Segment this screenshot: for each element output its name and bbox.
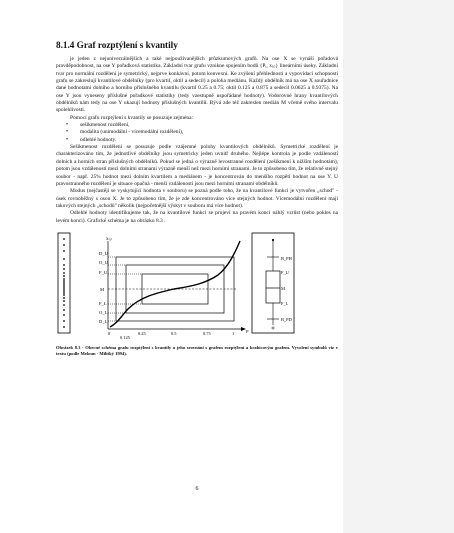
list-item: • modalita (unimodální - vícemodální rozdělení),	[80, 129, 338, 136]
paragraph: Pomocí grafu rozptýlení s kvantily se posuzuje zejména:	[70, 114, 194, 121]
y-tick: M	[100, 286, 105, 292]
y-tick: F_L	[99, 300, 107, 306]
quantile-curve	[110, 241, 240, 327]
y-axis-label: x₍ᵢ₎	[106, 236, 112, 242]
list-item: • odlehlé hodnoty.	[80, 137, 338, 144]
box-label: F_L	[281, 300, 289, 306]
y-tick: D_L	[99, 318, 108, 324]
paragraph: Odlehlé hodnoty identifikujeme tak, že na kvantilové funkci se projeví na pravém konci náhlý vzrůst (nebo pokles na levém konci). Grafické schéma je na obrázku 8.3 .	[56, 210, 338, 224]
box-label: B_PD	[281, 316, 292, 322]
list-item: • sešikmenost rozdělení,	[80, 122, 338, 129]
y-tick: F_U	[99, 269, 108, 275]
box-label: B_PH	[281, 255, 292, 261]
x-tick: 0.75	[203, 330, 211, 336]
bullet-list	[56, 122, 338, 144]
x-tick: 0	[108, 330, 111, 336]
x-tick: 0.25	[138, 330, 146, 336]
page-number: 6	[195, 486, 199, 492]
figure-graphic	[56, 231, 338, 341]
x-tick: 1	[232, 330, 235, 336]
box-label: M	[281, 285, 285, 291]
x-axis-label: P	[246, 328, 249, 334]
section-heading: 8.1.4 Graf rozptýlení s kvantily	[56, 40, 178, 50]
paragraph: je jeden z nejuniverzálnějších a také nejpoužívanějších průzkumových grafů. Na ose X se vynáší pořadová pravděpodobnost, na ose Y pořadková statistika. Základní tvar grafu vznikne spojením bodů {Pᵢ, x₍ᵢ₎} lineárními úseky. Základní tvar pro normální rozdělení je symetrický, nejprve konkávní, potom konvexní. Ke zvýšení přehlednosti a vypovídací schopnosti grafu se zakreslují kvantilové obdélníky (pro kvartil, oktil a sedecil) a poloha mediánu. Každý obdélník má na ose X souřadnice dané hodnotami dolního a horního příslušného kvantilu (kvartil 0.25 a 0.75; oktil 0.125 a 0.875 a sedecil 0.0625 a 0.9375). Na ose Y jsou vyneseny příslušné pořadkové statistiky (tedy vzestupně uspořádané hodnoty). Vodorovné hrany kvantilových obdélníků nám tedy na ose Y ukazují hodnoty příslušných kvantilů. Bývá zde též zakreslen medián M včetně svého intervalu spolehlivosti.	[56, 56, 338, 114]
y-tick: O_L	[99, 309, 108, 315]
x-tick: 0.125	[120, 334, 130, 340]
paragraph: Modus (nejčastěji se vyskytující hodnota v souboru) se pozná podle toho, že na kvantilové funkci je vytvořen „schod" - úsek rovnoběžný s osou X. Je to způsobeno tím, že je zde koncentrováno více stejných hodnot. Vícemodální rozdělení mají takových stejných „schodů" několik (nejpočetnější výskyt v souboru má více hodnot).	[56, 188, 338, 209]
figure-caption: Obrázek 8.3 - Obecné schéma grafu rozptýlení s kvantily a jeho srovnání s grafem rozptýlení a krabicovým grafem. Vyvolení symbolů viz v textu (podle Meloun - Militký 1994).	[56, 344, 338, 356]
figure	[56, 231, 338, 341]
right-pane	[343, 0, 454, 533]
box-plot	[252, 233, 294, 333]
page-content	[56, 40, 338, 492]
paragraph: Sešikmenost rozdělení se posuzuje podle vzájemné polohy kvantilových obdélníků. Symetrické rozdělení je charakterizováno tím, že jednotlivé obdélníky jsou symetricky jeden uvnitř druhého. Nejlépe kontrola je podle vzdáleností dolních a horních stran příslušných obdélníků. Pokud se jedná o výrazně levostranné rozdělení (zešikmení k nižším hodnotám), potom jsou vzdálenosti mezi dolními stranami výrazně menší než mezi horními stranami. Je to způsobeno tím, že relativně stejný soubor - např. 25% hodnot mezi dolním kvartilem a mediánem - je koncentrován do menšího rozpětí hodnot na ose Y. U pravostranného rozdělení je situace opačná - menší vzdálenosti jsou mezi horními stranami obdélníků.	[56, 144, 338, 187]
x-tick: 0.5	[171, 330, 177, 336]
box-label: F_U	[281, 269, 289, 275]
y-tick: O_U	[99, 259, 108, 265]
y-tick: D_U	[99, 250, 108, 256]
dot-strip	[63, 238, 65, 328]
quantile-plot	[99, 237, 249, 340]
